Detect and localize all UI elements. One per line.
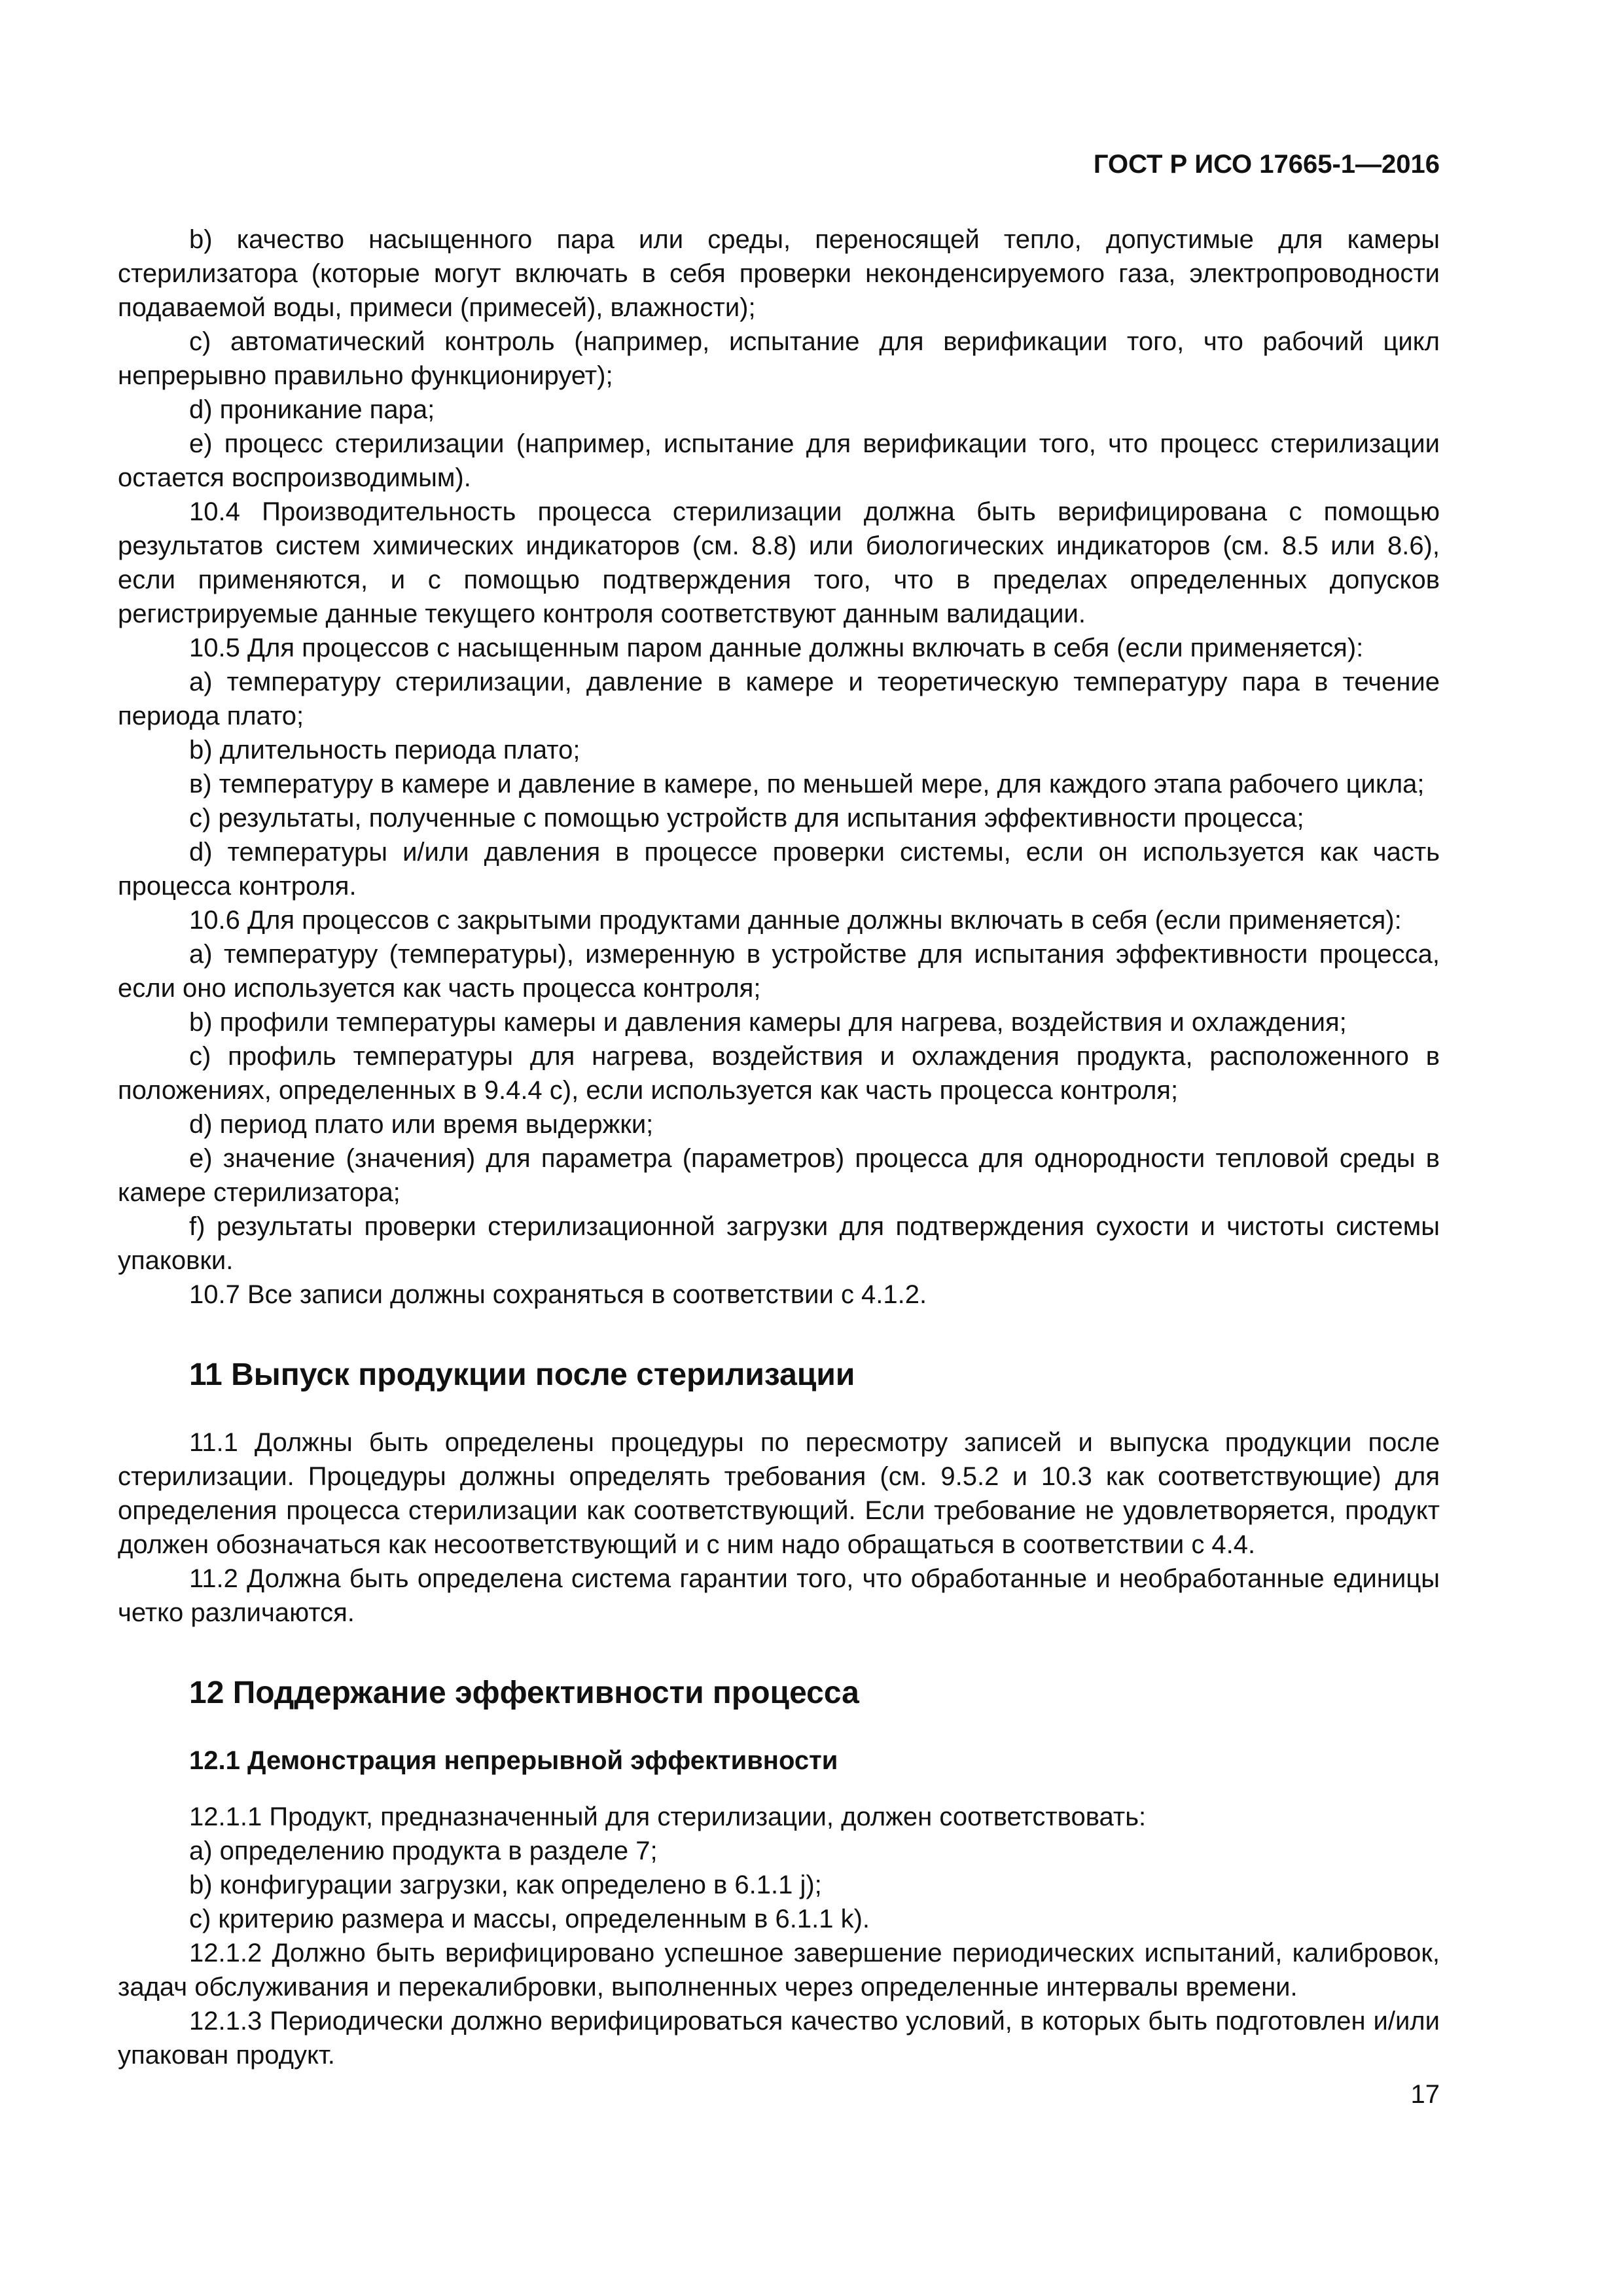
section-12-heading: 12 Поддержание эффективности процесса xyxy=(189,1676,859,1710)
paragraph: 10.5 Для процессов с насыщенным паром данные должны включать в себя (если применяется): xyxy=(189,634,1364,662)
paragraph: 10.4 Производительность процесса стерилизации должна быть верифицирована с помощью результатов систем химических индикаторов (см. 8.8) или биологических индикаторов (см. 8.5 или 8.6), если применяются, и с помощью подтверждения того, что в пределах определенных допусков регистрируемые данные текущего контроля соответствуют данным валидации. xyxy=(118,497,1440,628)
paragraph: e) значение (значения) для параметра (параметров) процесса для однородности тепловой среды в камере стерилизатора; xyxy=(118,1144,1440,1207)
page-number: 17 xyxy=(1410,2080,1440,2109)
paragraph: 10.6 Для процессов с закрытыми продуктами данные должны включать в себя (если применяется): xyxy=(189,906,1402,935)
paragraph: d) период плато или время выдержки; xyxy=(189,1110,654,1139)
paragraph: 11.1 Должны быть определены процедуры по пересмотру записей и выпуска продукции после стерилизации. Процедуры должны определять требования (см. 9.5.2 и 10.3 как соответствующие) для определения процесса стерилизации как соответствующий. Если требование не удовлетворяется, продукт должен обозначаться как несоответствующий и с ним надо обращаться в соответствии с 4.4. xyxy=(118,1428,1440,1559)
paragraph: f) результаты проверки стерилизационной загрузки для подтверждения сухости и чистоты системы упаковки. xyxy=(118,1212,1440,1275)
paragraph: d) температуры и/или давления в процессе проверки системы, если он используется как часть процесса контроля. xyxy=(118,838,1440,901)
document-header-id: ГОСТ Р ИСО 17665-1—2016 xyxy=(1093,150,1440,179)
paragraph: a) определению продукта в разделе 7; xyxy=(189,1837,658,1865)
paragraph: 11.2 Должна быть определена система гарантии того, что обработанные и необработанные единицы четко различаются. xyxy=(118,1564,1440,1627)
section-11-heading: 11 Выпуск продукции после стерилизации xyxy=(189,1357,855,1392)
paragraph: a) температуру стерилизации, давление в камере и теоретическую температуру пара в течение периода плато; xyxy=(118,668,1440,730)
paragraph: a) температуру (температуры), измеренную в устройстве для испытания эффективности процесса, если оно используется как часть процесса контроля; xyxy=(118,940,1440,1003)
paragraph: c) результаты, полученные с помощью устройств для испытания эффективности процесса; xyxy=(189,804,1304,833)
subsection-12-1-heading: 12.1 Демонстрация непрерывной эффективности xyxy=(189,1746,838,1775)
paragraph: c) профиль температуры для нагрева, воздействия и охлаждения продукта, расположенного в положениях, определенных в 9.4.4 c), если используется как часть процесса контроля; xyxy=(118,1042,1440,1105)
paragraph: b) качество насыщенного пара или среды, переносящей тепло, допустимые для камеры стерилизатора (которые могут включать в себя проверки неконденсируемого газа, электропроводности подаваемой воды, примеси (примесей), влажности); xyxy=(118,225,1440,322)
paragraph: b) конфигурации загрузки, как определено в 6.1.1 j); xyxy=(189,1871,822,1899)
paragraph: b) профили температуры камеры и давления камеры для нагрева, воздействия и охлаждения; xyxy=(189,1008,1347,1037)
paragraph: c) автоматический контроль (например, испытание для верификации того, что рабочий цикл непрерывно правильно функционирует); xyxy=(118,327,1440,390)
paragraph: 10.7 Все записи должны сохраняться в соответствии с 4.1.2. xyxy=(189,1280,927,1309)
paragraph: c) критерию размера и массы, определенным в 6.1.1 k). xyxy=(189,1905,870,1933)
paragraph: d) проникание пара; xyxy=(189,395,435,424)
paragraph: 12.1.2 Должно быть верифицировано успешное завершение периодических испытаний, калибровок, задач обслуживания и перекалибровки, выполненных через определенные интервалы времени. xyxy=(118,1939,1440,2001)
document-page xyxy=(118,0,1440,2296)
paragraph: в) температуру в камере и давление в камере, по меньшей мере, для каждого этапа рабочего цикла; xyxy=(189,770,1425,798)
paragraph: 12.1.1 Продукт, предназначенный для стерилизации, должен соответствовать: xyxy=(189,1803,1147,1831)
paragraph: b) длительность периода плато; xyxy=(189,736,580,764)
paragraph: e) процесс стерилизации (например, испытание для верификации того, что процесс стерилизации остается воспроизводимым). xyxy=(118,429,1440,492)
paragraph: 12.1.3 Периодически должно верифицироваться качество условий, в которых быть подготовлен и/или упакован продукт. xyxy=(118,2007,1440,2070)
document-body xyxy=(118,223,1440,2072)
